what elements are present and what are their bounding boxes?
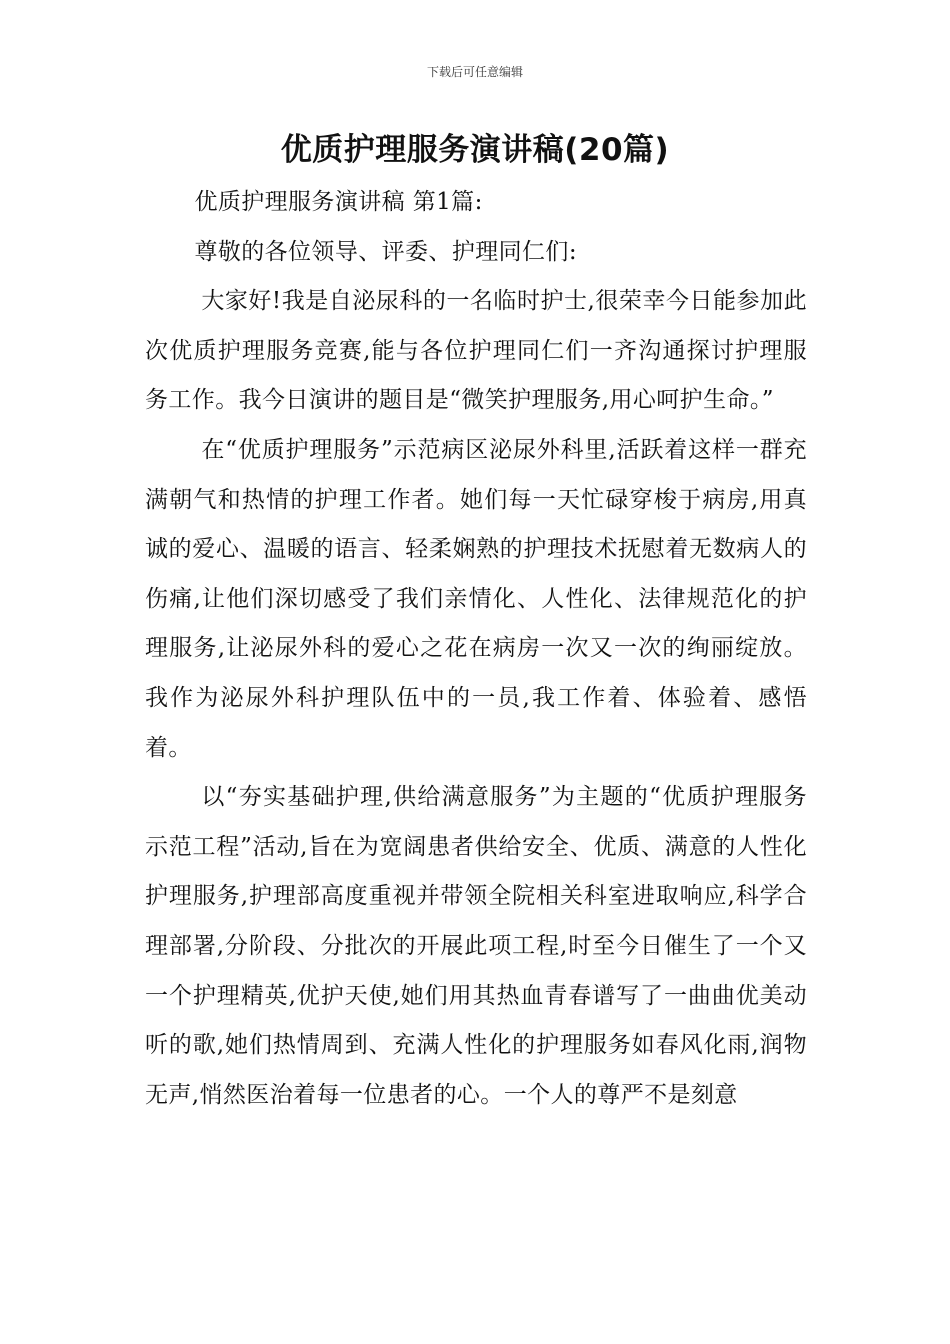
document-body (145, 178, 807, 1120)
salutation: 尊敬的各位领导、评委、护理同仁们: (194, 238, 577, 265)
document-title: 优质护理服务演讲稿(20篇) (280, 132, 670, 168)
body-paragraph: 以“夯实基础护理,供给满意服务”为主题的“优质护理服务示范工程”活动,旨在为宽阔患者供给安全、优质、满意的人性化护理服务,护理部高度重视并带领全院相关科室进取响应,科学合理部署,分阶段、分批次的开展此项工程,时至今日催生了一个又一个护理精英,优护天使,她们用其热血青春谱写了一曲曲优美动听的歌,她们热情周到、充满人性化的护理服务如春风化雨,润物无声,悄然医治着每一位患者的心。一个人的尊严不是刻意 (145, 784, 807, 1108)
body-paragraph: 大家好!我是自泌尿科的一名临时护士,很荣幸今日能参加此次优质护理服务竞赛,能与各位护理同仁们一齐沟通探讨护理服务工作。我今日演讲的题目是“微笑护理服务,用心呵护生命。” (145, 288, 807, 414)
section-subtitle: 优质护理服务演讲稿 第1篇: (194, 189, 483, 215)
body-paragraph: 在“优质护理服务”示范病区泌尿外科里,活跃着这样一群充满朝气和热情的护理工作者。她们每一天忙碌穿梭于病房,用真诚的爱心、温暖的语言、轻柔娴熟的护理技术抚慰着无数病人的伤痛,让他们深切感受了我们亲情化、人性化、法律规范化的护理服务,让泌尿外科的爱心之花在病房一次又一次的绚丽绽放。我作为泌尿外科护理队伍中的一员,我工作着、体验着、感悟着。 (145, 436, 807, 761)
page-header-note: 下载后可任意编辑 (426, 65, 523, 79)
